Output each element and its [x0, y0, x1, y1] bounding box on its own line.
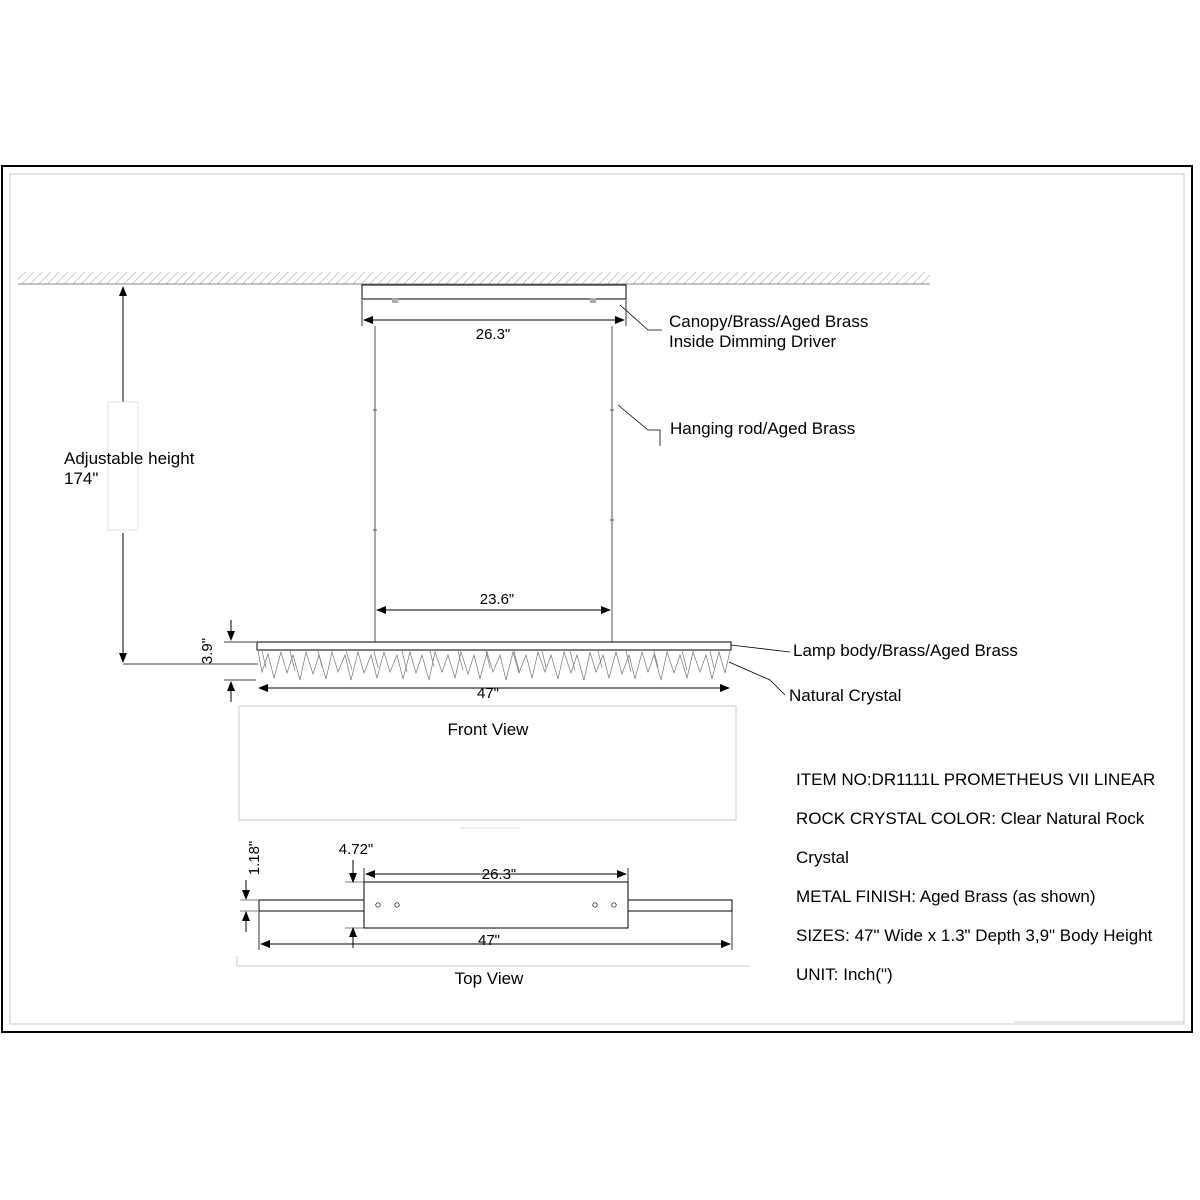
top-view-title: Top View — [454, 969, 524, 988]
top-canopy-width-label: 26.3" — [481, 866, 517, 883]
body-width-label: 47" — [476, 685, 500, 702]
canopy — [362, 285, 626, 303]
canopy-callout-line1: Canopy/Brass/Aged Brass — [669, 312, 869, 331]
spec-metal-finish: METAL FINISH: Aged Brass (as shown) — [796, 887, 1096, 906]
rod-spacing-label: 23.6" — [479, 591, 515, 608]
crystal-cluster — [258, 651, 730, 680]
top-view-drawing — [259, 882, 732, 928]
spec-item-no: ITEM NO:DR1111L PROMETHEUS VII LINEAR — [796, 770, 1156, 789]
top-canopy-dimension — [364, 866, 628, 883]
adjustable-height-value: 174" — [64, 469, 99, 488]
depth-label: 1.18" — [246, 840, 263, 876]
rod-spacing-dimension — [377, 591, 610, 610]
canopy-callout-line2: Inside Dimming Driver — [669, 332, 837, 351]
top-width-label: 47" — [477, 932, 501, 949]
body-width-dimension — [259, 685, 729, 702]
offset-label: 4.72" — [338, 841, 374, 858]
body-height-dimension — [199, 620, 256, 702]
depth-dimension — [240, 841, 263, 932]
front-view-title: Front View — [447, 720, 529, 739]
adjustable-height-label: Adjustable height — [64, 449, 195, 468]
ceiling — [18, 272, 930, 284]
spec-sizes: SIZES: 47" Wide x 1.3" Depth 3,9" Body Height — [796, 926, 1153, 945]
body-height-label: 3.9" — [199, 637, 216, 665]
callout-leaders — [618, 305, 790, 695]
lamp-body — [257, 642, 731, 650]
spec-block — [796, 770, 1155, 984]
canopy-width-label: 26.3" — [475, 326, 511, 343]
spec-crystal-color: ROCK CRYSTAL COLOR: Clear Natural Rock — [796, 809, 1145, 828]
lamp-body-callout: Lamp body/Brass/Aged Brass — [793, 641, 1018, 660]
top-view-canopy — [364, 882, 628, 928]
crystal-callout: Natural Crystal — [789, 686, 902, 705]
spec-crystal-color-cont: Crystal — [796, 848, 849, 867]
adjustable-height-dimension — [64, 287, 258, 664]
spec-unit: UNIT: Inch(") — [796, 965, 893, 984]
canopy-dimension — [362, 300, 626, 343]
rod-callout: Hanging rod/Aged Brass — [670, 419, 856, 438]
